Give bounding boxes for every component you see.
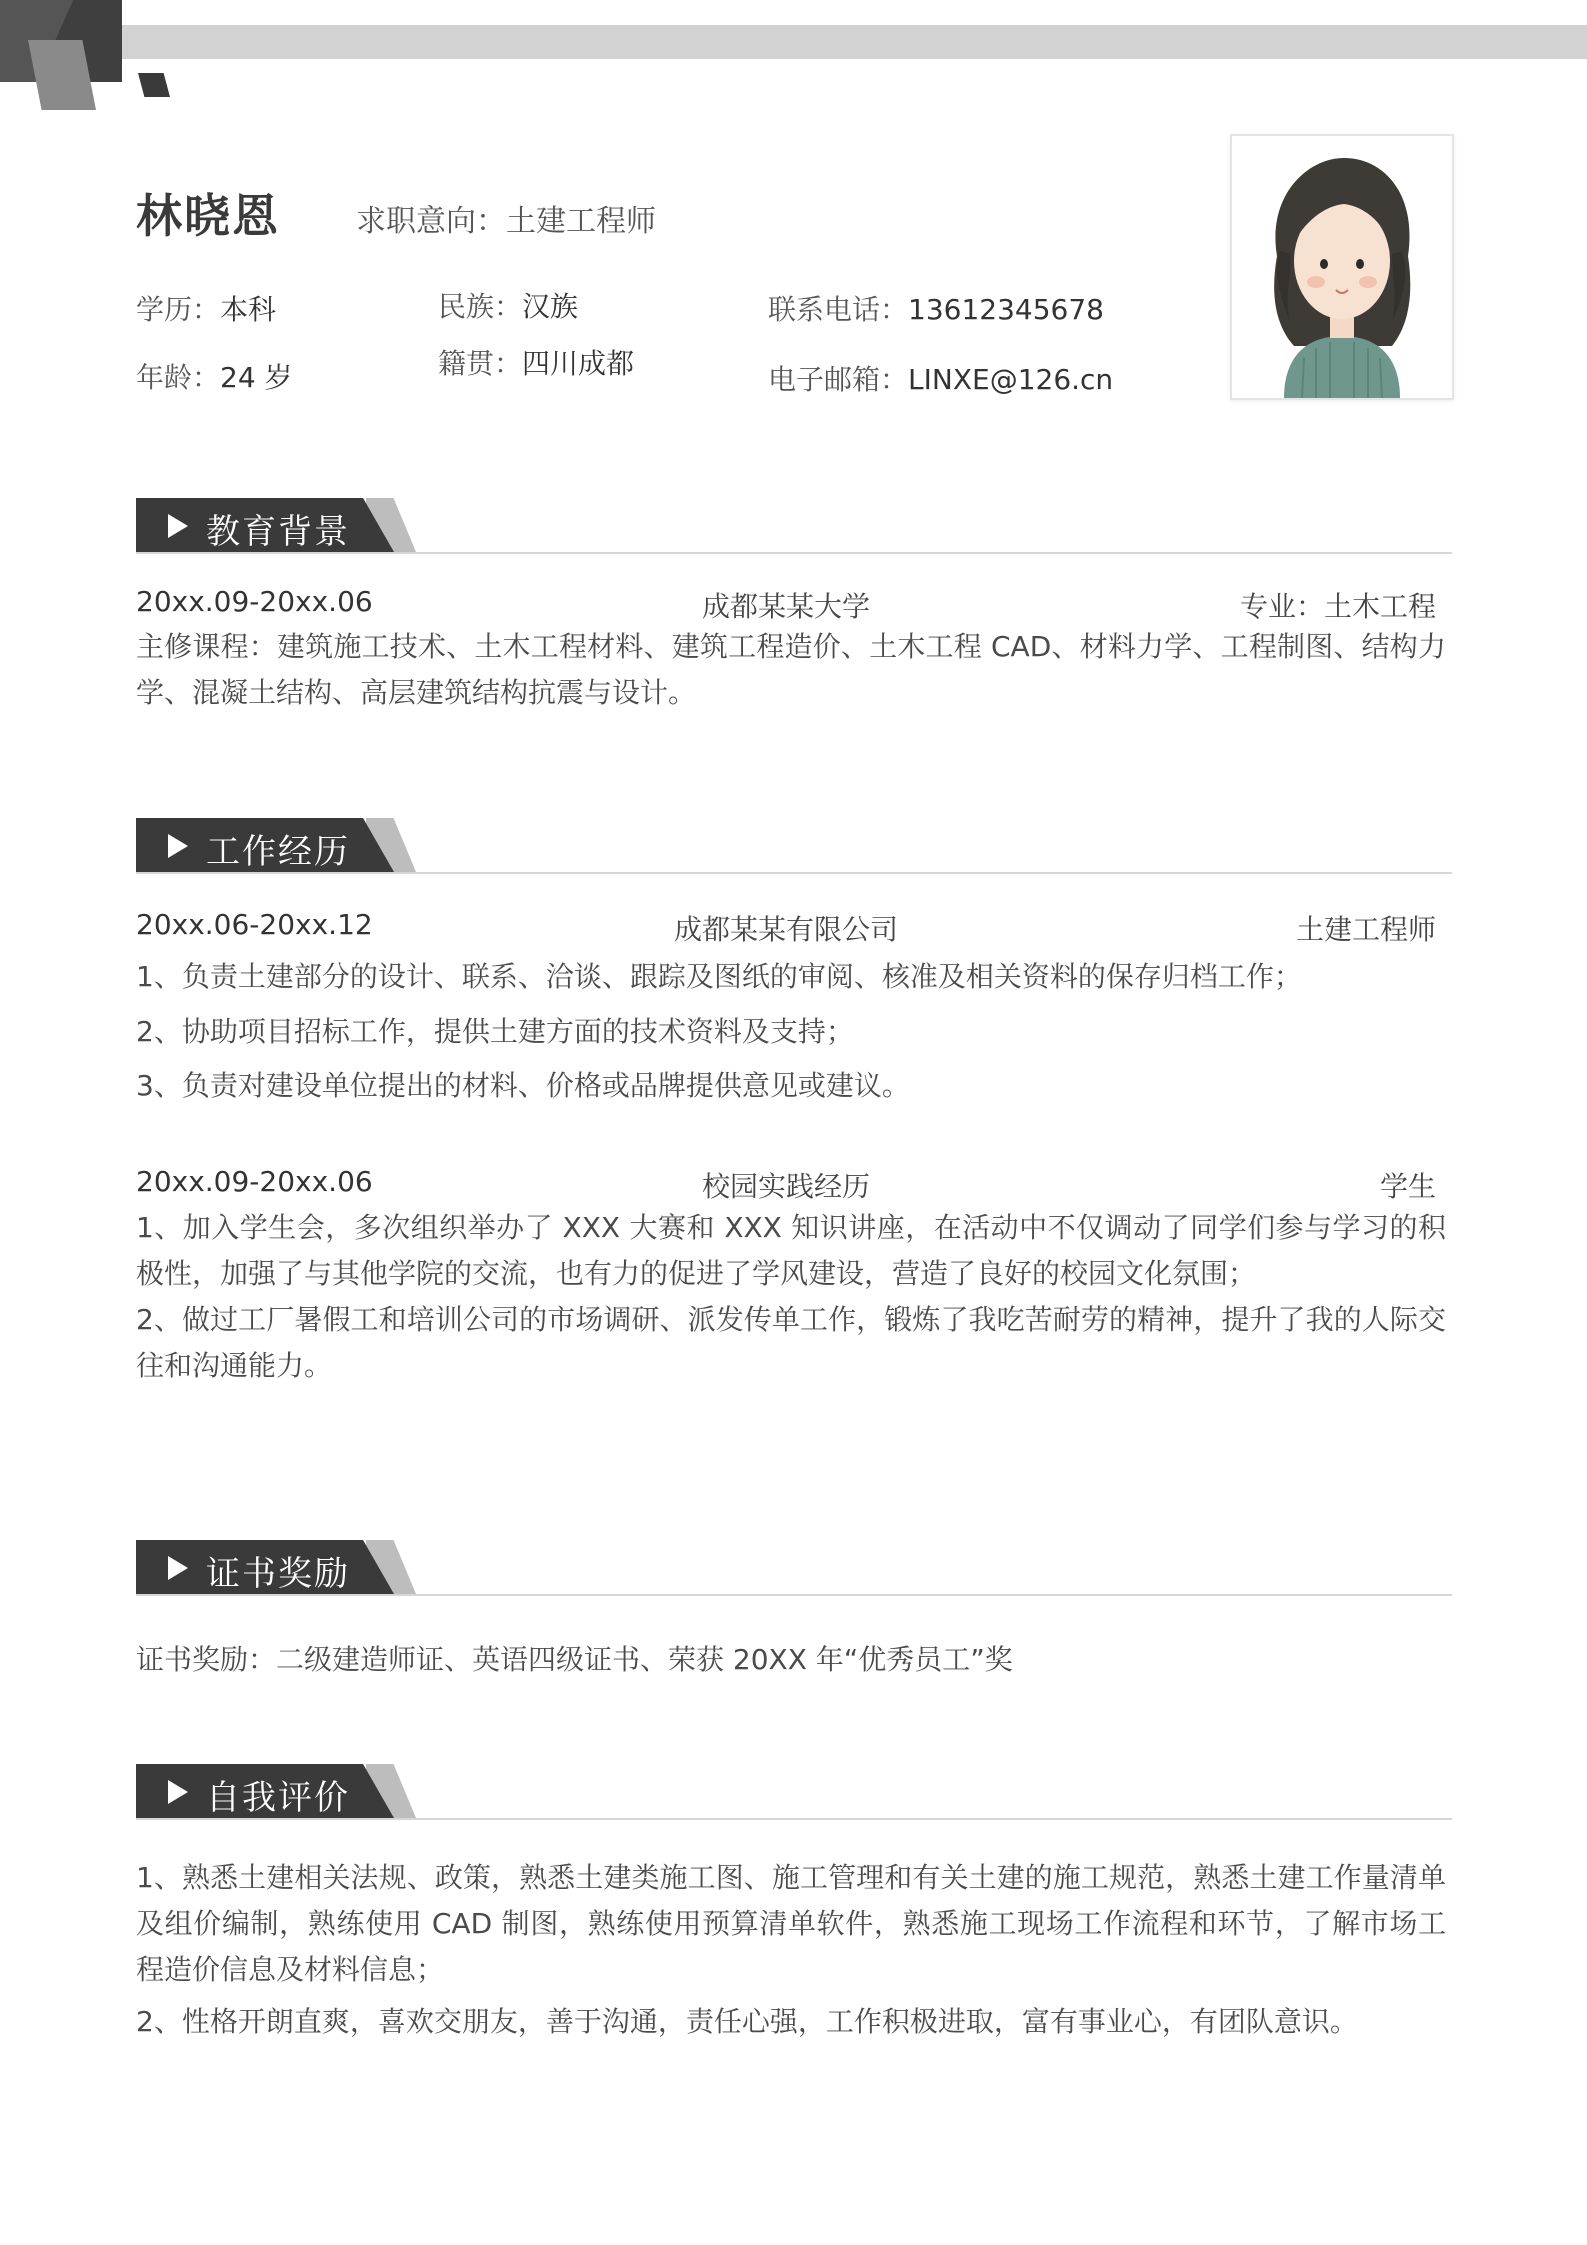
info-value: LINXE@126.cn bbox=[908, 363, 1114, 396]
work-period: 20xx.06-20xx.12 bbox=[136, 908, 373, 941]
work-row-2 bbox=[136, 1165, 1436, 1205]
play-triangle-icon bbox=[168, 834, 188, 858]
education-courses: 主修课程：建筑施工技术、土木工程材料、建筑工程造价、土木工程 CAD、材料力学、工程制图、结构力学、混凝土结构、高层建筑结构抗震与设计。 bbox=[136, 630, 1446, 709]
job-intent: 求职意向：土建工程师 bbox=[356, 204, 656, 239]
info-label: 年龄： bbox=[136, 361, 221, 394]
info-email bbox=[768, 358, 1113, 398]
info-ethnicity bbox=[438, 285, 578, 325]
work-role: 学生 bbox=[1379, 1170, 1436, 1203]
info-value: 汉族 bbox=[522, 290, 579, 323]
certificates-text: 证书奖励：二级建造师证、英语四级证书、荣获 20XX 年“优秀员工”奖 bbox=[136, 1643, 1013, 1676]
play-triangle-icon bbox=[168, 1780, 188, 1804]
work-item: 3、负责对建设单位提出的材料、价格或品牌提供意见或建议。 bbox=[136, 1069, 910, 1102]
education-school: 成都某某大学 bbox=[701, 590, 870, 623]
section-header-education bbox=[136, 498, 1452, 554]
info-value: 24 岁 bbox=[220, 361, 293, 394]
self-eval-item: 2、性格开朗直爽，喜欢交朋友，善于沟通，责任心强，工作积极进取，富有事业心，有团队意识。 bbox=[136, 2005, 1358, 2038]
work-role: 土建工程师 bbox=[1295, 913, 1436, 946]
education-row bbox=[136, 585, 1436, 625]
work-row-1 bbox=[136, 908, 1436, 948]
work-period: 20xx.09-20xx.06 bbox=[136, 1165, 373, 1198]
section-header-self-eval bbox=[136, 1764, 1452, 1820]
education-major: 专业：土木工程 bbox=[1239, 590, 1436, 623]
self-eval-item: 1、熟悉土建相关法规、政策，熟悉土建类施工图、施工管理和有关土建的施工规范，熟悉土建工作量清单及组价编制，熟练使用 CAD 制图，熟练使用预算清单软件，熟悉施工现场工作流程和环节，了解市场工程造价信息及材料信息； bbox=[136, 1861, 1446, 1986]
info-label: 民族： bbox=[438, 290, 523, 323]
info-value: 四川成都 bbox=[522, 347, 635, 380]
info-value: 本科 bbox=[220, 293, 277, 326]
avatar-photo bbox=[1230, 134, 1454, 400]
info-value: 13612345678 bbox=[908, 293, 1104, 326]
header-decor-bar bbox=[120, 25, 1587, 59]
section-header-certificates bbox=[136, 1540, 1452, 1596]
info-age bbox=[136, 356, 293, 396]
info-label: 联系电话： bbox=[768, 293, 909, 326]
section-title: 证书奖励 bbox=[206, 1554, 350, 1594]
work-item: 2、做过工厂暑假工和培训公司的市场调研、派发传单工作，锻炼了我吃苦耐劳的精神，提升了我的人际交往和沟通能力。 bbox=[136, 1303, 1446, 1382]
section-title: 工作经历 bbox=[206, 832, 350, 872]
education-period: 20xx.09-20xx.06 bbox=[136, 585, 373, 618]
work-item: 2、协助项目招标工作，提供土建方面的技术资料及支持； bbox=[136, 1015, 854, 1048]
info-education bbox=[136, 288, 276, 328]
work-item: 1、负责土建部分的设计、联系、洽谈、跟踪及图纸的审阅、核准及相关资料的保存归档工作； bbox=[136, 960, 1302, 993]
avatar-illustration bbox=[1232, 136, 1452, 398]
play-triangle-icon bbox=[168, 514, 188, 538]
section-header-work bbox=[136, 818, 1452, 874]
work-company: 校园实践经历 bbox=[701, 1170, 870, 1203]
candidate-name: 林晓恩 bbox=[136, 189, 280, 243]
section-title: 自我评价 bbox=[206, 1778, 350, 1818]
work-company: 成都某某有限公司 bbox=[673, 913, 898, 946]
section-title: 教育背景 bbox=[206, 512, 350, 552]
info-origin bbox=[438, 342, 634, 382]
info-label: 籍贯： bbox=[438, 347, 523, 380]
info-label: 学历： bbox=[136, 293, 221, 326]
play-triangle-icon bbox=[168, 1556, 188, 1580]
corner-decor-small bbox=[138, 73, 170, 97]
info-phone bbox=[768, 288, 1104, 328]
info-label: 电子邮箱： bbox=[768, 363, 909, 396]
work-item: 1、加入学生会，多次组织举办了 XXX 大赛和 XXX 知识讲座，在活动中不仅调动了同学们参与学习的积极性，加强了与其他学院的交流，也有力的促进了学风建设，营造了良好的校园文化氛围； bbox=[136, 1211, 1446, 1290]
